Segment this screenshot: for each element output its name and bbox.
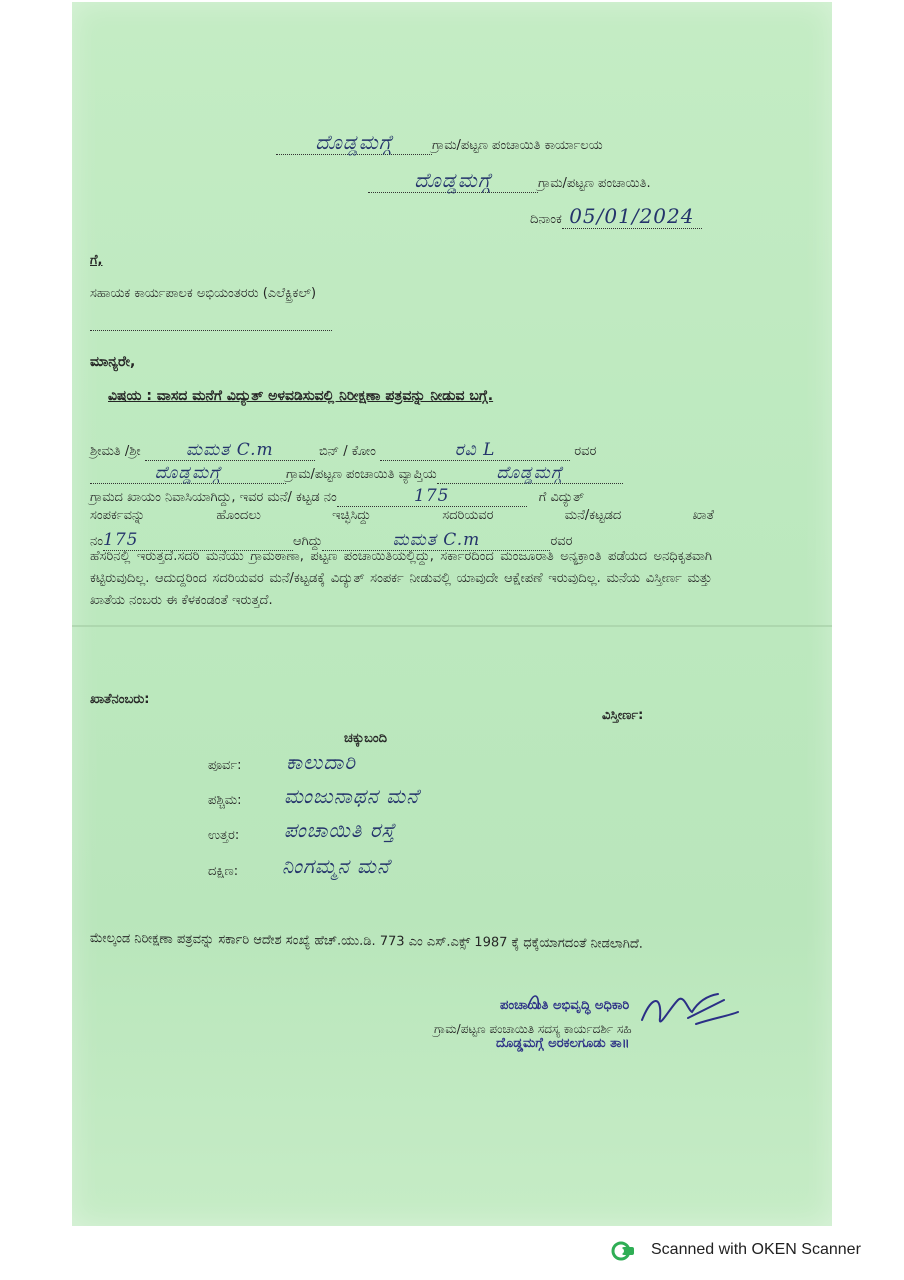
header-date-line [530,204,702,229]
house-number: 175 [337,486,527,507]
salutation: ಮಾನ್ಯರೇ, [90,354,136,370]
recipient-address-blank [90,316,332,331]
area-label: ವಿಸ್ತೀರ್ಣ: [602,708,644,723]
l1-prefix: ಶ್ರೀಮತಿ /ಶ್ರೀ [90,444,141,459]
boundary-north-label: ಉತ್ತರ: [208,828,240,843]
subject-line: ವಿಷಯ : ವಾಸದ ಮನೆಗೆ ವಿದ್ಯುತ್ ಅಳವಡಿಸುವಲ್ಲಿ ನಿರೀಕ್ಷಣಾ ಪತ್ರವನ್ನು ನೀಡುವ ಬಗ್ಗೆ. [108,388,494,404]
boundary-east-label: ಪೂರ್ವ: [208,758,242,773]
owner-name: ಮಮತ C.m [322,530,550,551]
stamp-designation: ಪಂಚಾಯಿತಿ ಅಭಿವೃದ್ಧಿ ಅಧಿಕಾರಿ [500,998,630,1013]
boundary-east-value: ಕಾಲುದಾರಿ [286,750,356,774]
oken-scanner-logo-icon [610,1240,636,1262]
khata-number: 175 [103,530,293,551]
panchayat-name: ದೊಡ್ಡಮಗ್ಗೆ [437,463,623,484]
l5-suffix: ರವರ [550,534,573,549]
scanner-watermark-text: Scanned with OKEN Scanner [651,1241,861,1258]
boundary-west-value: ಮಂಜುನಾಥನ ಮನೆ [284,784,420,808]
paper-fold-line [72,625,832,627]
header-office-line [276,130,603,155]
to-label: ಗೆ, [90,253,103,268]
header-office-suffix: ಗ್ರಾಮ/ಪಟ್ಟಣ ಪಂಚಾಯಿತಿ ಕಾರ್ಯಾಲಯ [432,138,603,153]
l3-prefix: ಗ್ರಾಮದ ಖಾಯಂ ನಿವಾಸಿಯಾಗಿದ್ದು, ಇವರ ಮನೆ/ ಕಟ್ಟಡ ನಂ [90,490,337,505]
body-paragraph: ಹೆಸರಿನಲ್ಲಿ ಇರುತ್ತದೆ.ಸದರಿ ಮನೆಯು ಗ್ರಾಮಠಾಣಾ, ಪಟ್ಟಣ ಪಂಚಾಯಿತಿಯಲ್ಲಿದ್ದು, ಸರ್ಕಾರದಿಂದ ಮಂಜೂರಾತಿ ಅನ್ಯಕ್ರಾಂತಿ ಪಡೆಯದ ಅನಧಿಕೃತವಾಗಿ ಕಟ್ಟಿರುವುದಿಲ್ಲ. ಆದುದ್ದರಿಂದ ಸದರಿಯವರ ಮನೆ/ಕಟ್ಟಡಕ್ಕೆ ವಿದ್ಯುತ್ ಸಂಪರ್ಕ ನೀಡುವಲ್ಲಿ ಯಾವುದೇ ಆಕ್ಷೇಪಣೆ ಇರುವುದಿಲ್ಲ. ಮನೆಯ ವಿಸ್ತೀರ್ಣ ಮತ್ತು ಖಾತೆಯ ನಂಬರು ಈ ಕೆಳಕಂಡಂತೆ ಇರುತ್ತದೆ. [90,549,712,608]
village-name: ದೊಡ್ಡಮಗ್ಗೆ [90,463,286,484]
header-panchayat-suffix: ಗ್ರಾಮ/ಪಟ್ಟಣ ಪಂಚಾಯಿತಿ. [538,176,651,191]
closing-paragraph: ಮೇಲ್ಕಂಡ ನಿರೀಕ್ಷಣಾ ಪತ್ರವನ್ನು ಸರ್ಕಾರಿ ಆದೇಶ ಸಂಖ್ಯೆ ಹೆಚ್.ಯು.ಡಿ. 773 ಎಂ ಎಸ್.ಎಕ್ಸ್ 1987 ಕ್ಕೆ ಧಕ್ಕೆಯಾಗದಂತೆ ನೀಡಲಾಗಿದೆ. [89,930,644,952]
boundary-south-value: ನಿಂಗಮ್ಮನ ಮನೆ [282,854,390,878]
boundary-south-label: ದಕ್ಷಿಣ: [208,864,239,879]
header-panchayat-handwritten: ದೊಡ್ಡಮಗ್ಗೆ [368,168,538,193]
subject-label: ವಿಷಯ [108,388,142,404]
stamp-location: ದೊಡ್ಡಮಗ್ಗೆ ಅರಕಲಗೂಡು ತಾ॥ [496,1036,630,1051]
body-line-3 [90,486,714,507]
l3-suffix: ಗೆ ವಿದ್ಯುತ್ [538,490,585,505]
recipient-designation: ಸಹಾಯಕ ಕಾರ್ಯಪಾಲಕ ಅಭಿಯಂತರರು (ಎಲೆಕ್ಟ್ರಿಕಲ್) [90,286,317,301]
header-village-handwritten: ದೊಡ್ಡಮಗ್ಗೆ [276,130,432,155]
body-line-2 [90,463,714,484]
boundaries-title: ಚಕ್ಕುಬಂದಿ [344,731,388,746]
subject-text: ವಾಸದ ಮನೆಗೆ ವಿದ್ಯುತ್ ಅಳವಡಿಸುವಲ್ಲಿ ನಿರೀಕ್ಷಣಾ ಪತ್ರವನ್ನು ನೀಡುವ ಬಗ್ಗೆ. [156,388,494,404]
boundary-west-label: ಪಶ್ಚಿಮ: [208,793,242,808]
date-value: 05/01/2024 [562,204,702,229]
signatory-printed-line: ಗ್ರಾಮ/ಪಟ್ಟಣ ಪಂಚಾಯಿತಿ ಸದಸ್ಯ ಕಾರ್ಯದರ್ಶಿ ಸಹಿ [434,1022,632,1036]
l1-suffix: ರವರ [574,444,597,459]
khata-label: ಖಾತೆನಂಬರು: [90,692,150,707]
date-label: ದಿನಾಂಕ [530,212,562,227]
applicant-name: ಮಮತ C.m [145,440,315,461]
l1-mid: ಬಿನ್ / ಕೋಂ [318,444,376,459]
body-line-4: ಸಂಪರ್ಕವನ್ನು ಹೊಂದಲು ಇಚ್ಛಿಸಿದ್ದು ಸದರಿಯವರ ಮನೆ/ಕಟ್ಟಡದ ಖಾತೆ [90,508,714,523]
l2-mid: ಗ್ರಾಮ/ಪಟ್ಟಣ ಪಂಚಾಯಿತಿ ವ್ಯಾಪ್ತಿಯ [286,467,437,482]
boundary-north-value: ಪಂಚಾಯಿತಿ ರಸ್ತೆ [284,818,396,842]
l5-mid: ಆಗಿದ್ದು [293,534,323,549]
l5-prefix: ನಂ [90,534,103,549]
header-panchayat-line [368,168,651,193]
father-name: ರವಿ L [380,440,570,461]
body-line-1 [90,440,714,461]
